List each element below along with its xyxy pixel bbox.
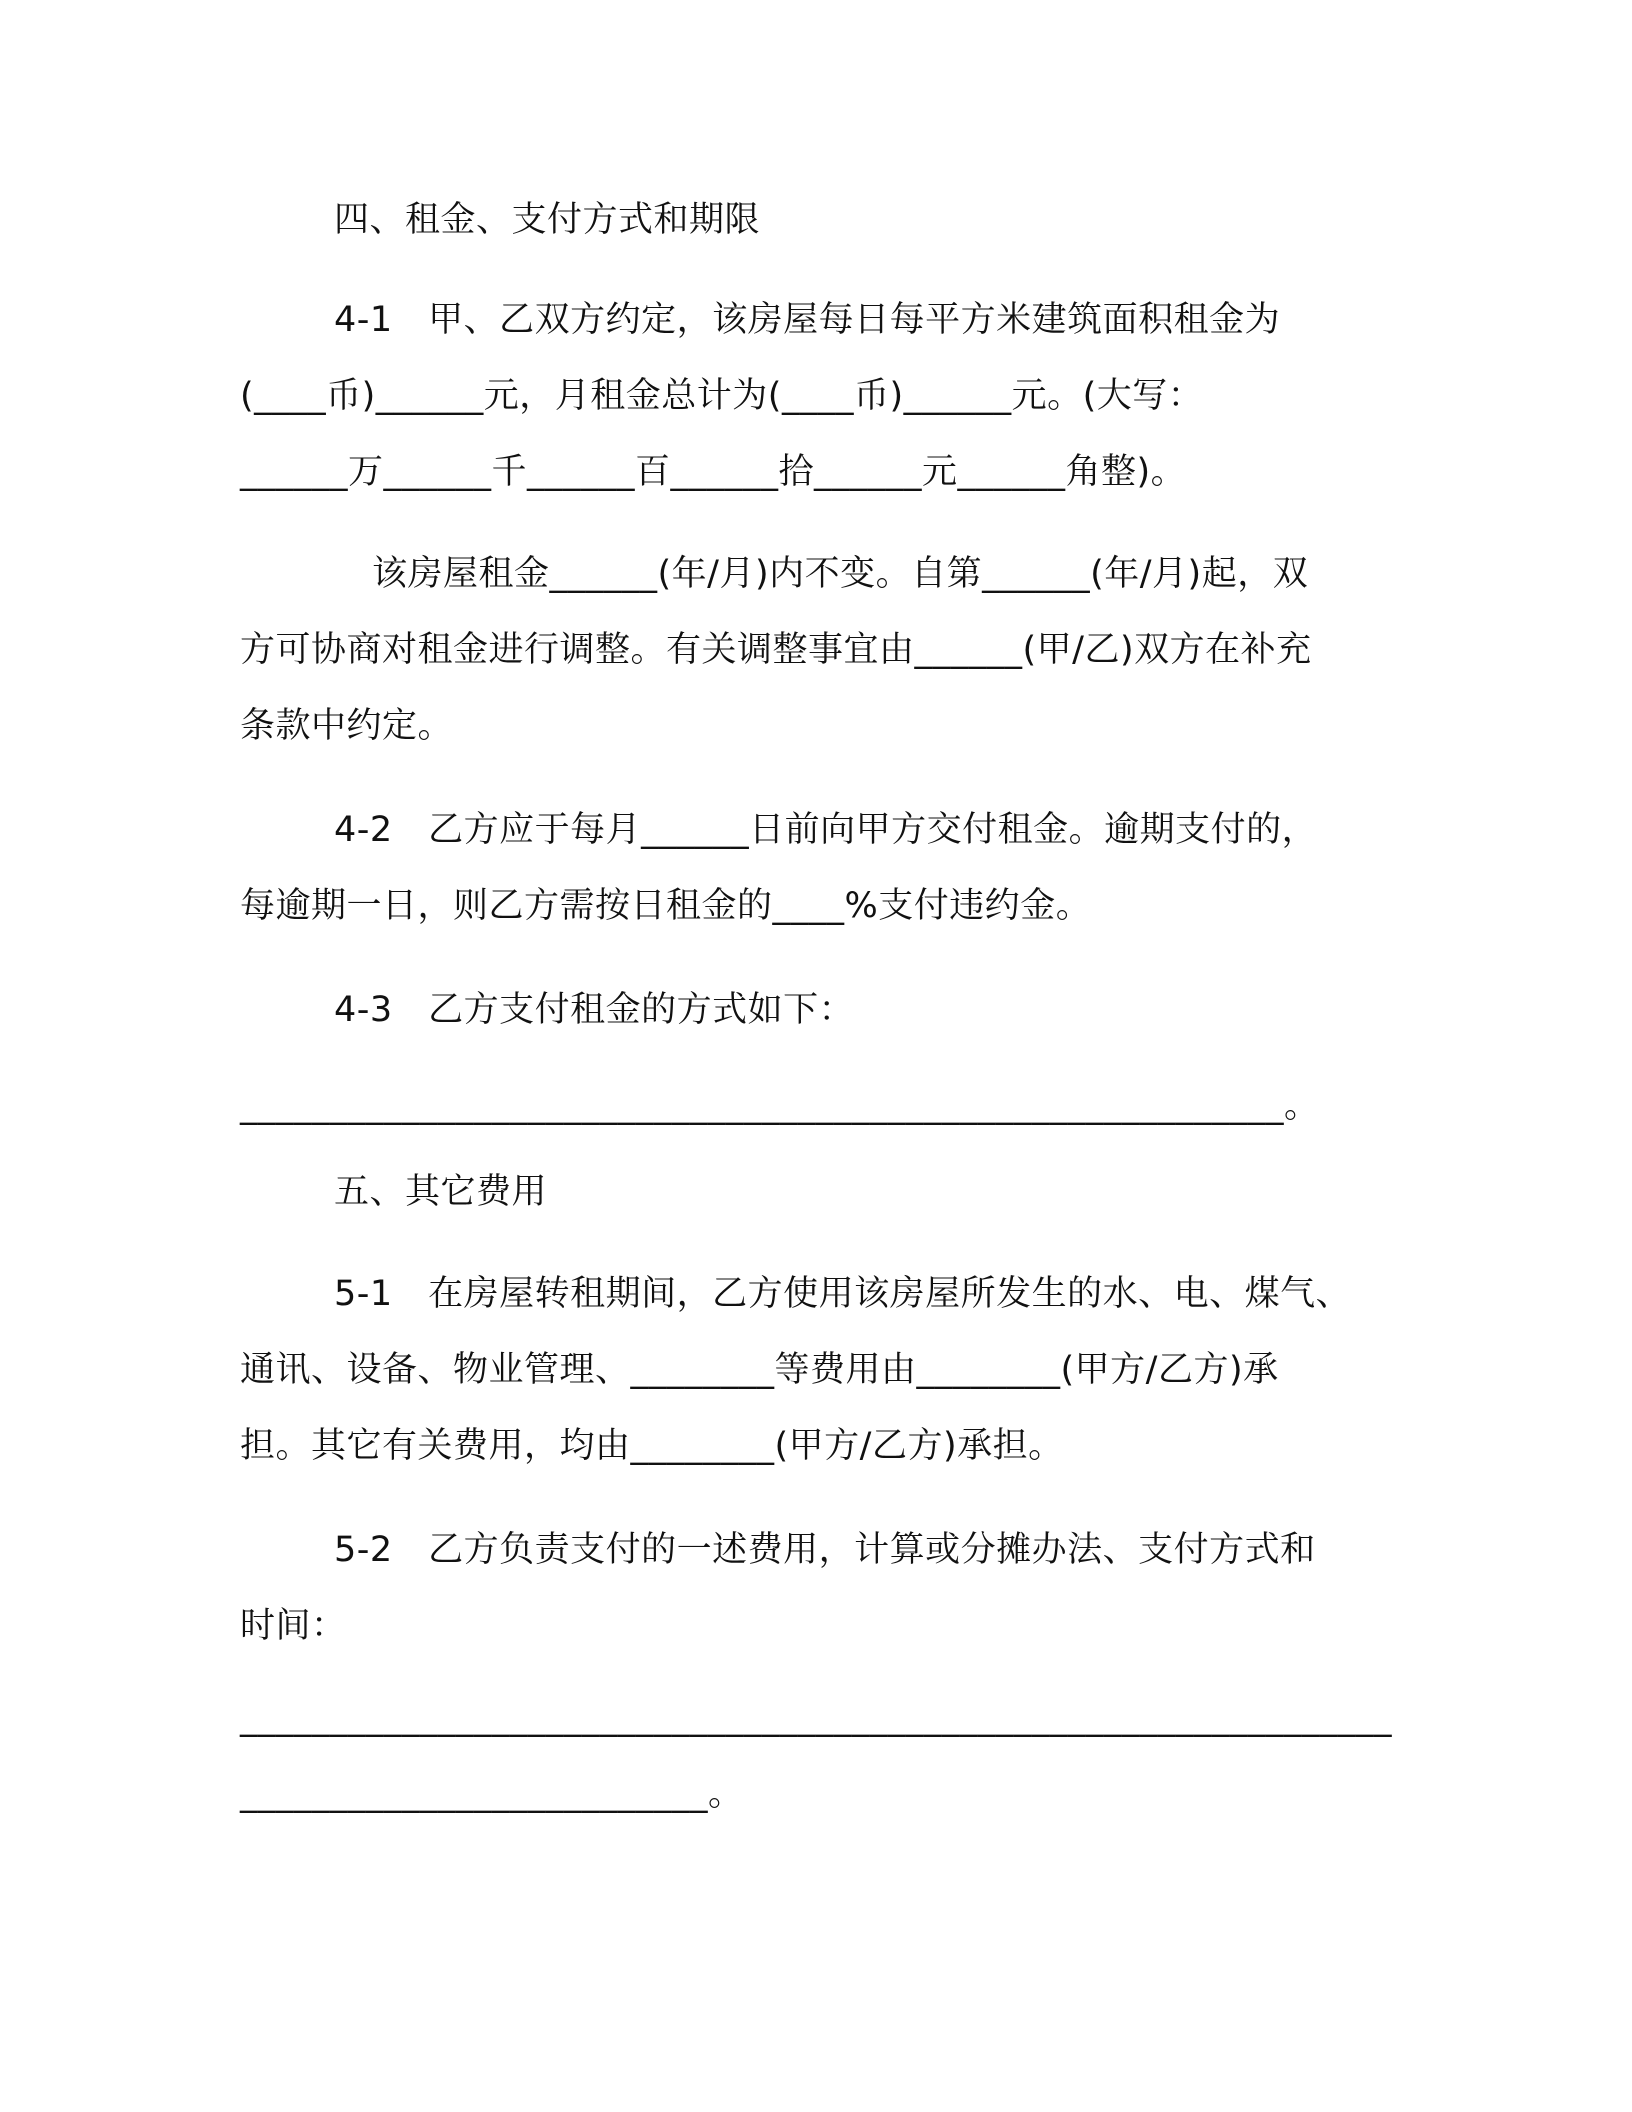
section-heading-5: 五、其它费用 <box>334 1172 548 1212</box>
clause-5-1-line-1: 5-1 在房屋转租期间，乙方使用该房屋所发生的水、电、煤气、 <box>334 1274 1352 1314</box>
clause-4-1-line-3: ______万______千______百______拾______元______角整)。 <box>240 452 1187 492</box>
clause-4-3: 4-3 乙方支付租金的方式如下： <box>334 990 855 1030</box>
rent-adjust-line-2: 方可协商对租金进行调整。有关调整事宜由______(甲/乙)双方在补充 <box>240 630 1312 670</box>
clause-4-3-blank: __________________________________________________________。 <box>240 1086 1320 1126</box>
clause-5-2-blank-1: ________________________________________________________________ <box>240 1698 1392 1738</box>
clause-5-1-line-2: 通讯、设备、物业管理、________等费用由________(甲方/乙方)承 <box>240 1350 1279 1390</box>
clause-5-2-line-2: 时间： <box>240 1606 347 1646</box>
clause-4-1-line-1: 4-1 甲、乙双方约定，该房屋每日每平方米建筑面积租金为 <box>334 300 1281 340</box>
clause-5-2-blank-2: __________________________。 <box>240 1774 744 1814</box>
rent-adjust-line-1: 该房屋租金______(年/月)内不变。自第______(年/月)起，双 <box>372 554 1309 594</box>
clause-4-2-line-1: 4-2 乙方应于每月______日前向甲方交付租金。逾期支付的， <box>334 810 1318 850</box>
section-heading-4: 四、租金、支付方式和期限 <box>334 200 761 240</box>
clause-5-2-line-1: 5-2 乙方负责支付的一述费用，计算或分摊办法、支付方式和 <box>334 1530 1316 1570</box>
clause-5-1-line-3: 担。其它有关费用，均由________(甲方/乙方)承担。 <box>240 1426 1064 1466</box>
rent-adjust-line-3: 条款中约定。 <box>240 706 454 746</box>
clause-4-2-line-2: 每逾期一日，则乙方需按日租金的____%支付违约金。 <box>240 886 1092 926</box>
clause-4-1-line-2: (____币)______元，月租金总计为(____币)______元。(大写： <box>240 376 1204 416</box>
